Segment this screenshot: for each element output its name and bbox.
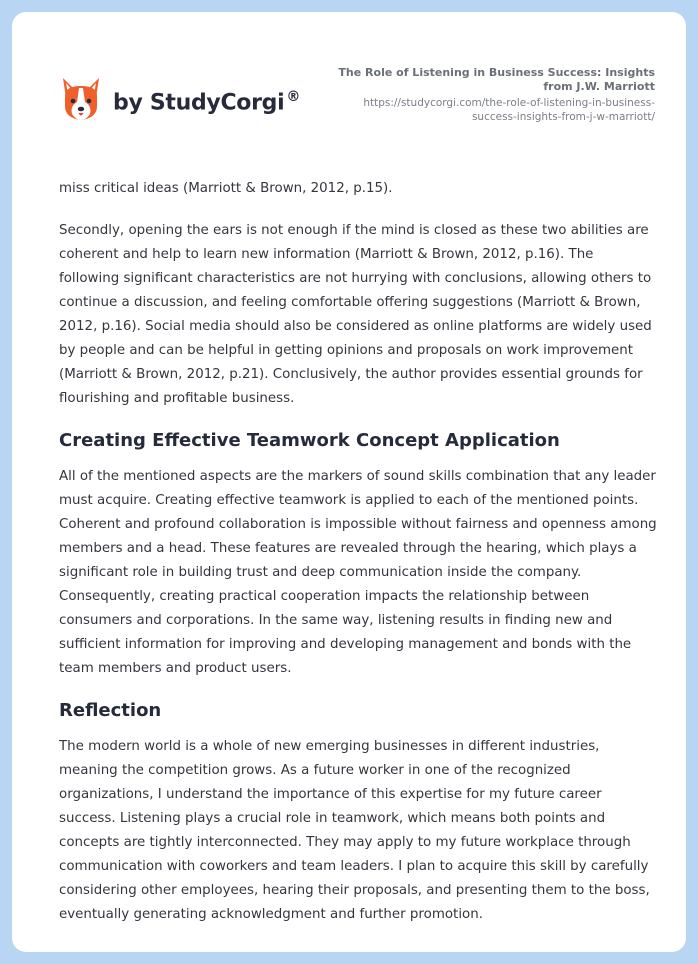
studycorgi-logo[interactable]: [60, 76, 300, 122]
document-body: [59, 177, 657, 927]
source-url[interactable]: https://studycorgi.com/the-role-of-listening-in-business-success-insights-from-j-w-marriott/: [363, 97, 655, 123]
teamwork-paragraph: All of the mentioned aspects are the markers of sound skills combination that any leader must acquire. Creating effective teamwork is applied to each of the mentioned points. Coherent and profound collaboration is impossible without fairness and openness among members and a head. These features are revealed through the hearing, which plays a significant role in building trust and deep communication inside the company. Consequently, creating practical cooperation impacts the relationship between consumers and corporations. In the same way, listening results in finding new and sufficient information for improving and developing management and bonds with the team members and product users.: [59, 469, 657, 676]
reflection-heading: Reflection: [59, 700, 162, 721]
page-header: [12, 12, 686, 152]
teamwork-heading: Creating Effective Teamwork Concept Application: [59, 430, 560, 451]
reflection-paragraph: The modern world is a whole of new emerging businesses in different industries, meaning the competition grows. As a future worker in one of the recognized organizations, I understand the importance of this expertise for my future career success. Listening plays a crucial role in teamwork, which means both points and concepts are tightly interconnected. They may apply to my future workplace through communication with coworkers and team leaders. I plan to acquire this skill by carefully considering other employees, hearing their proposals, and presenting them to the boss, eventually generating acknowledgment and further promotion.: [59, 739, 650, 922]
document-page: [12, 12, 686, 952]
brand-name: by StudyCorgi ®: [113, 88, 301, 116]
source-info: [325, 66, 655, 124]
secondly-paragraph: Secondly, opening the ears is not enough if the mind is closed as these two abilities are coherent and help to learn new information (Marriott & Brown, 2012, p.16). The following significant characteristics are not hurrying with conclusions, allowing others to continue a discussion, and feeling comfortable offering suggestions (Marriott & Brown, 2012, p.16). Social media should also be considered as online platforms are widely used by people and can be helpful in getting opinions and proposals on work improvement (Marriott & Brown, 2012, p.21). Conclusively, the author provides essential grounds for flourishing and profitable business.: [59, 223, 652, 406]
registered-mark: ®: [286, 88, 301, 105]
intro-fragment-paragraph: miss critical ideas (Marriott & Brown, 2012, p.15).: [59, 181, 393, 196]
source-title: The Role of Listening in Business Success: Insights from J.W. Marriott: [338, 66, 655, 93]
corgi-logo-icon: [60, 76, 102, 122]
